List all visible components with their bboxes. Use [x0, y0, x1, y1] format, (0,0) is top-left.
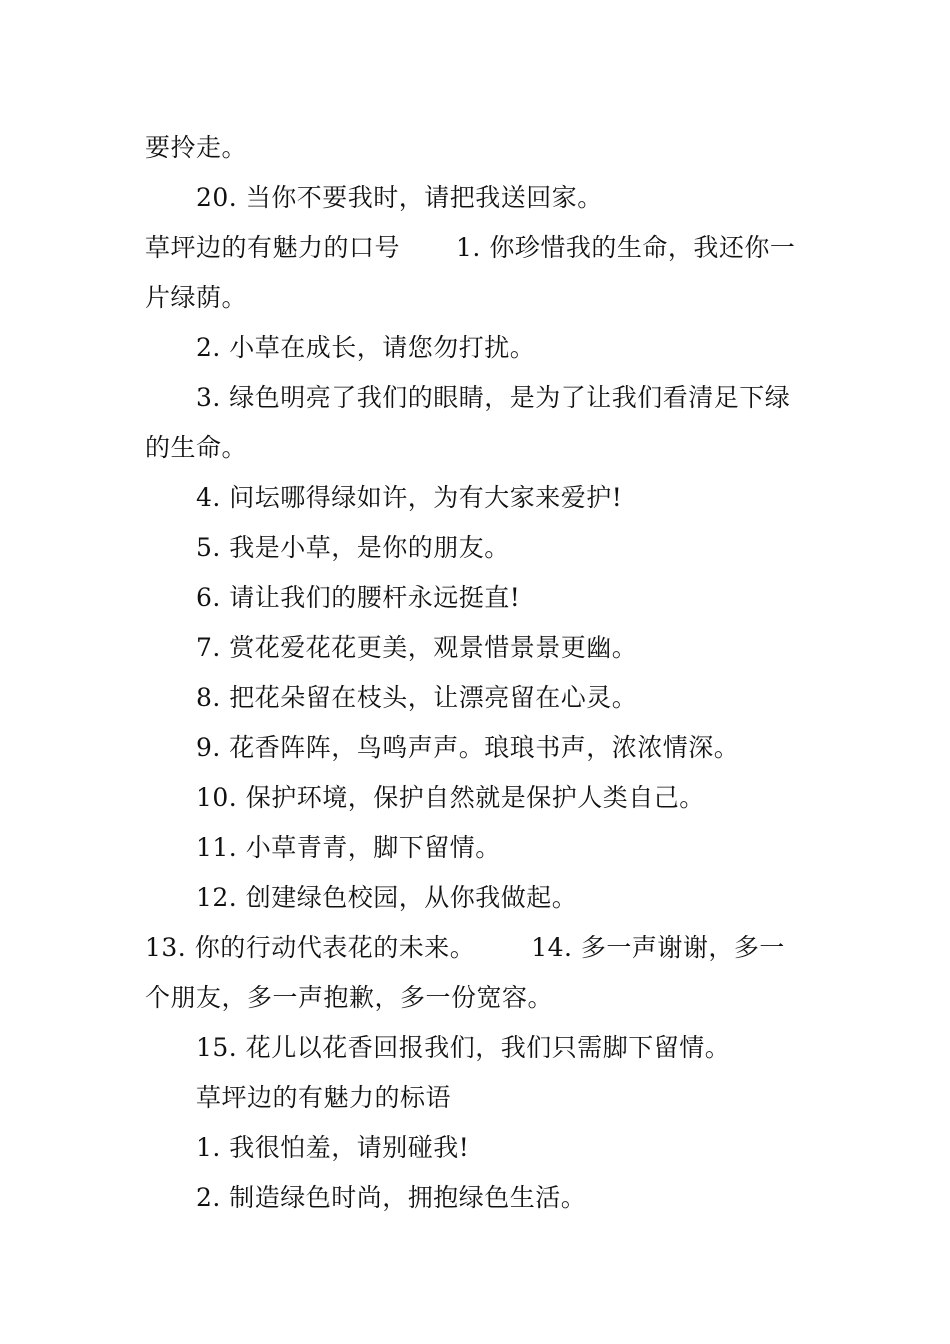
text-line: 要拎走。	[145, 133, 248, 162]
text-span: 14. 多一声谢谢，多一	[531, 933, 785, 962]
text-line: 3. 绿色明亮了我们的眼睛，是为了让我们看清足下绿	[196, 383, 791, 412]
text-line: 4. 问坛哪得绿如许，为有大家来爱护!	[196, 483, 623, 512]
text-line: 10. 保护环境，保护自然就是保护人类自己。	[196, 783, 705, 812]
text-line: 20. 当你不要我时，请把我送回家。	[196, 183, 603, 212]
text-span: 1. 你珍惜我的生命，我还你一	[456, 233, 796, 262]
section-heading-banners: 草坪边的有魅力的标语	[196, 1083, 452, 1112]
text-line: 1. 我很怕羞，请别碰我!	[196, 1133, 470, 1162]
text-line: 8. 把花朵留在枝头，让漂亮留在心灵。	[196, 683, 638, 712]
text-line: 个朋友，多一声抱歉，多一份宽容。	[145, 983, 554, 1012]
text-line: 的生命。	[145, 433, 248, 462]
text-line: 12. 创建绿色校园，从你我做起。	[196, 883, 578, 912]
section-heading-slogans: 草坪边的有魅力的口号	[145, 233, 401, 262]
text-line: 2. 制造绿色时尚，拥抱绿色生活。	[196, 1183, 587, 1212]
text-line: 15. 花儿以花香回报我们，我们只需脚下留情。	[196, 1033, 731, 1062]
text-line: 片绿荫。	[145, 283, 248, 312]
text-line-combined	[145, 923, 815, 973]
text-line: 2. 小草在成长，请您勿打扰。	[196, 333, 536, 362]
text-span: 13. 你的行动代表花的未来。	[145, 933, 476, 962]
text-line: 11. 小草青青，脚下留情。	[196, 833, 501, 862]
text-line: 7. 赏花爱花花更美，观景惜景景更幽。	[196, 633, 638, 662]
text-line: 6. 请让我们的腰杆永远挺直!	[196, 583, 521, 612]
text-line: 5. 我是小草，是你的朋友。	[196, 533, 510, 562]
text-line-combined	[145, 223, 815, 273]
text-line: 9. 花香阵阵，鸟鸣声声。琅琅书声，浓浓情深。	[196, 733, 740, 762]
